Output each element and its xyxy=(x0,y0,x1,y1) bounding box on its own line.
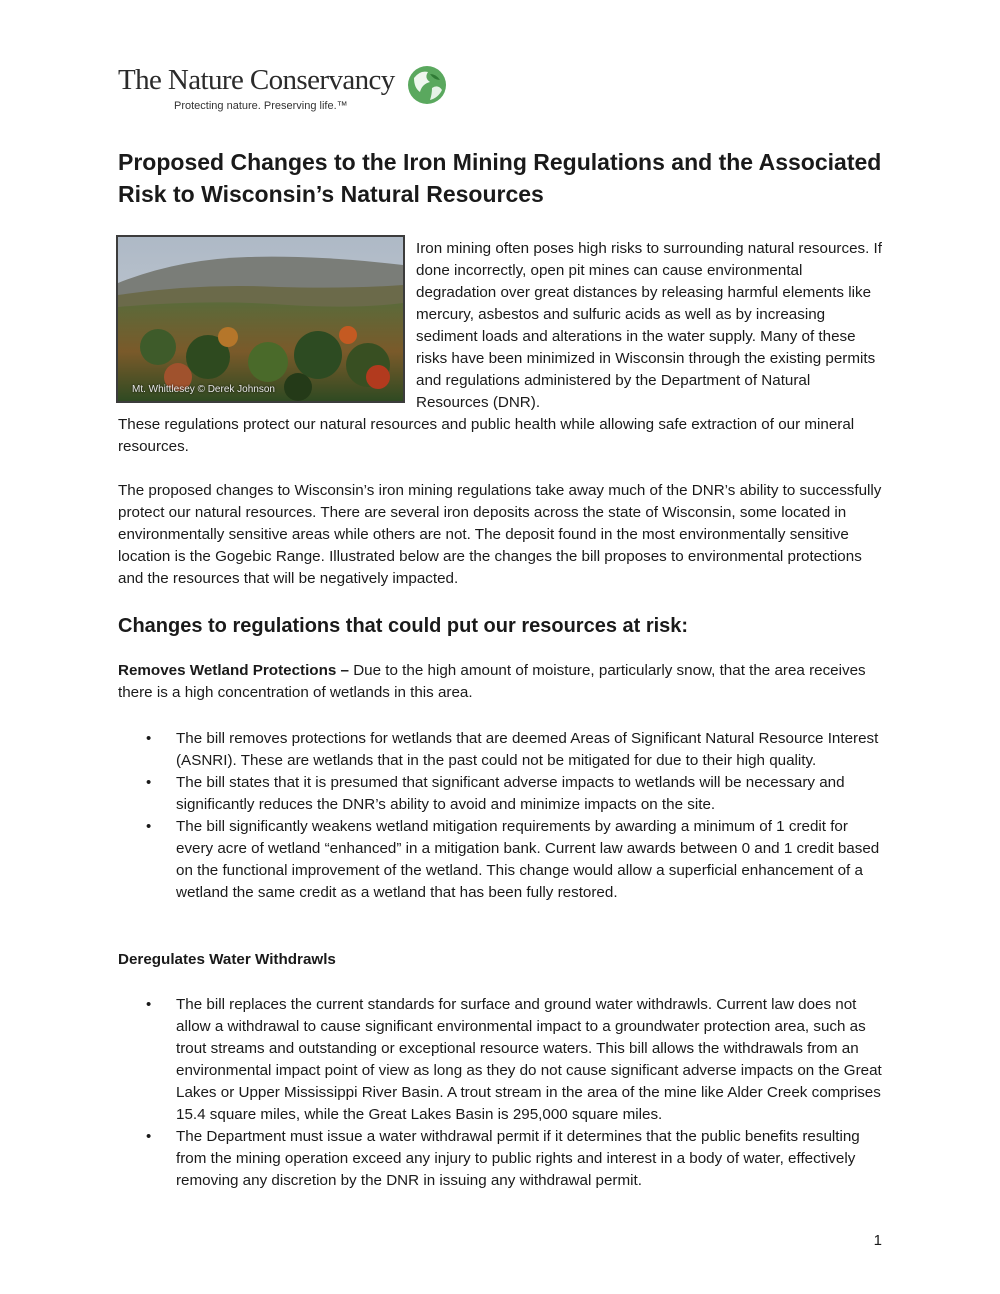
list-item-text: The bill states that it is presumed that significant adverse impacts to wetlands will be necessary and significantly reduces the DNR’s ability to avoid and minimize impacts on the site. xyxy=(176,774,845,813)
bullet-icon: • xyxy=(146,996,152,1013)
list-item xyxy=(118,816,888,904)
wetland-heading: Removes Wetland Protections – xyxy=(118,662,349,679)
wetland-bullet-list xyxy=(118,728,888,904)
logo-tagline: Protecting nature. Preserving life.™ xyxy=(174,100,348,112)
intro-paragraph-continued: These regulations protect our natural resources and public health while allowing safe extraction of our mineral resources. xyxy=(118,416,855,455)
water-heading: Deregulates Water Withdrawls xyxy=(118,951,336,968)
page-number: 1 xyxy=(873,1232,882,1249)
list-item-text: The bill replaces the current standards for surface and ground water withdrawls. Current law does not allow a withdrawal to cause significant environmental impact to a groundwater protection area, such as trout streams and outstanding or exceptional resource waters. This bill allows the withdrawals from an environmental impact point of view as long as they do not cause significant adverse impacts on the Great Lakes or Upper Mississippi River Basin. A trout stream in the area of the mine like Alder Creek comprises 15.4 square miles, while the Great Lakes Basin is 295,000 square miles. xyxy=(176,996,882,1123)
list-item-text: The bill removes protections for wetlands that are deemed Areas of Significant Natural Resource Interest (ASNRI). These are wetlands that in the past could not be mitigated for due to their high quality. xyxy=(176,730,879,769)
landscape-photo xyxy=(116,235,405,403)
bullet-icon: • xyxy=(146,1128,152,1145)
photo-credit: Mt. Whittlesey © Derek Johnson xyxy=(132,384,275,395)
list-item-text: The bill significantly weakens wetland mitigation requirements by awarding a minimum of 1 credit for every acre of wetland “enhanced” in a mitigation bank. Current law awards between 0 and 1 credit based on the functional improvement of the wetland. This change would allow a superficial enhancement of a wetland the same credit as a wetland that has been fully restored. xyxy=(176,818,880,901)
section-heading: Changes to regulations that could put our resources at risk: xyxy=(118,615,689,637)
bullet-icon: • xyxy=(146,730,152,747)
bullet-icon: • xyxy=(146,774,152,791)
globe-leaf-icon xyxy=(406,64,448,106)
wetland-intro xyxy=(118,660,888,704)
list-item-text: The Department must issue a water withdrawal permit if it determines that the public benefits resulting from the mining operation exceed any injury to public rights and interest in a body of water, effectively removing any discretion by the DNR in issuing any withdrawal permit. xyxy=(176,1128,860,1189)
list-item xyxy=(118,1126,888,1192)
organization-logo xyxy=(118,64,458,120)
list-item xyxy=(118,772,888,816)
list-item xyxy=(118,994,888,1126)
list-item xyxy=(118,728,888,772)
paragraph-proposed-changes: The proposed changes to Wisconsin’s iron mining regulations take away much of the DNR’s ability to successfully protect our natural resources. There are several iron deposits across the state of Wisconsin, some located in environmentally sensitive areas while others are not. The deposit found in the most environmentally sensitive location is the Gogebic Range. Illustrated below are the changes the bill proposes to environmental protections and the resources that will be negatively impacted. xyxy=(118,482,882,587)
intro-paragraph-right: Iron mining often poses high risks to surrounding natural resources. If done incorrectly, open pit mines can cause environmental degradation over great distances by releasing harmful elements like mercury, asbestos and sulfuric acids as well as by increasing sediment loads and alterations in the water supply. Many of these risks have been minimized in Wisconsin through the existing permits and regulations administered by the Department of Natural Resources (DNR). xyxy=(416,240,882,411)
water-bullet-list xyxy=(118,994,888,1192)
bullet-icon: • xyxy=(146,818,152,835)
document-title: Proposed Changes to the Iron Mining Regulations and the Associated Risk to Wisconsin’s Natural Resources xyxy=(118,149,882,207)
wetland-intro-text: Due to the high amount of moisture, particularly snow, that the area receives there is a high concentration of wetlands in this area. xyxy=(118,662,866,701)
logo-wordmark: The Nature Conservancy xyxy=(118,64,395,96)
